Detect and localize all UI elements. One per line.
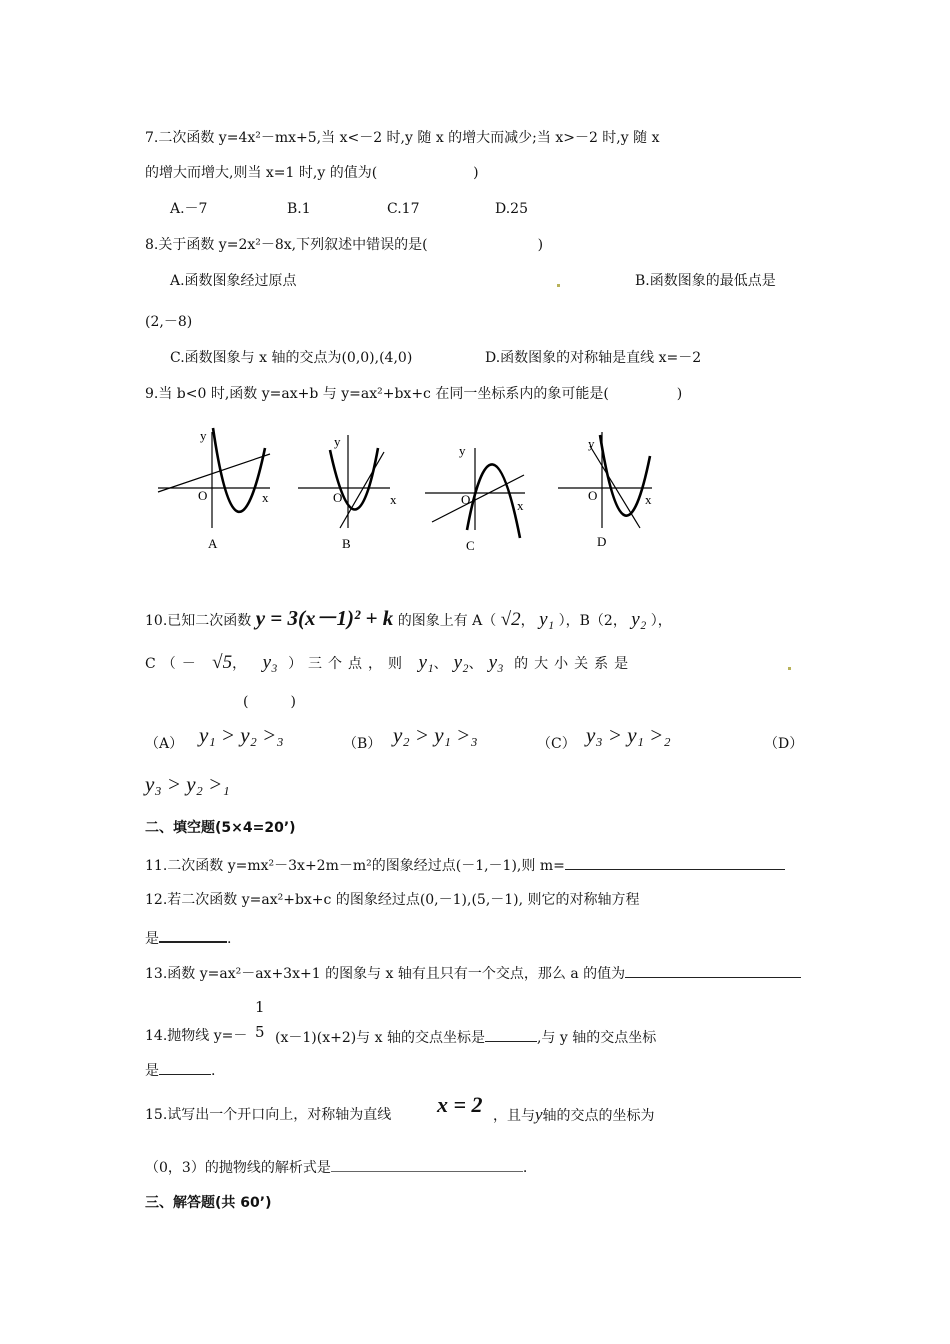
graph-d-x-label: x [645,492,652,507]
q10-option-b: y₂ > y₁ >₃ [393,723,478,747]
graph-c [425,448,525,538]
q7-option-b: B.1 [287,201,311,217]
q12-line1: 12.若二次函数 y=ax²+bx+c 的图象经过点(0,－1),(5,－1), 则它的对称轴方程 [145,892,640,908]
graph-a [158,428,270,528]
q10-sep1: 、 [433,656,454,672]
q10-mid: ），B（2， [558,613,627,629]
q14-frac-den: 5 [255,1023,265,1041]
q11-stem: 11.二次函数 y=mx²－3x+2m－m²的图象经过点(－1,－1),则 m= [145,858,565,874]
q10-y2b: y₂ [453,652,469,673]
graph-c-label: C [466,538,475,553]
q12-answer-blank[interactable] [159,927,227,943]
q10-sqrt2: √2 [500,609,521,630]
graph-d [558,432,652,528]
q10-stem-post: 的图象上有 A（ [397,613,497,629]
q8-option-d: D.函数图象的对称轴是直线 x=－2 [485,350,702,366]
q9-graphs [140,420,680,560]
graph-d-origin: O [588,488,598,503]
graph-b-x-label: x [390,492,397,507]
q10-y3: y₃ [262,652,278,673]
q13-stem: 13.函数 y=ax²－ax+3x+1 的图象与 x 轴有且只有一个交点，那么 a 的值为 [145,966,626,982]
q14-blank-x[interactable] [485,1027,537,1042]
q15-pre: 15.试写出一个开口向上，对称轴为直线 [145,1107,392,1123]
q10-line2: C（－ √5， y₃ ）三个点，则 y₁、y₂、y₃ 的大小关系是 [145,652,635,673]
stray-mark [788,667,791,670]
q9-stem: 9.当 b<0 时,函数 y=ax+b 与 y=ax²+bx+c 在同一坐标系内的象可能是( [145,386,609,402]
q7-option-c: C.17 [387,201,420,217]
q9-line1 [145,385,682,403]
q13-answer-blank[interactable] [625,963,801,978]
q14-pre: 14.抛物线 y=－ [145,1028,248,1044]
section-3-heading: 三、解答题(共 60’) [145,1195,272,1211]
q8-paren-close: ) [537,237,544,253]
graph-c-x-label: x [517,498,524,513]
q8-option-b: B.函数图象的最低点是 [635,273,776,289]
graph-a-line [158,454,270,492]
graph-d-label: D [597,534,607,549]
q7-line2 [145,164,479,182]
q15-line1-rest [493,1106,655,1125]
q10-y1b: y₁ [418,652,434,673]
q10-option-a: y₁ > y₂ >₃ [199,723,284,747]
graph-a-label: A [208,536,218,551]
q14-blank-y[interactable] [159,1060,211,1075]
q10-end1: ）， [650,613,672,629]
q10-sep2: 、 [468,656,489,672]
q10-tail: 的大小关系是 [514,656,635,672]
q15-end: . [522,1160,528,1176]
q10-option-a-label: （A） [145,736,184,752]
q14-line1-rest [275,1027,656,1047]
q15-line2 [145,1157,527,1177]
graph-c-origin: O [461,492,471,507]
q8-option-b-cont: (2,－8) [145,314,193,330]
q11-answer-blank[interactable] [565,855,785,870]
q9-paren-close: ) [676,386,683,402]
q7-line1: 7.二次函数 y=4x²－mx+5,当 x<－2 时,y 随 x 的增大而减少;当 x>－2 时,y 随 x [145,130,660,146]
stray-mark [557,284,560,287]
graph-b-label: B [342,536,351,551]
q8-option-c: C.函数图象与 x 轴的交点为(0,0),(4,0) [170,350,413,366]
q12-line2 [145,927,231,948]
q10-line2-pre: C（－ [145,656,202,672]
q10-option-c: y₃ > y₁ >₂ [586,723,671,747]
q10-option-c-label: （C） [537,736,576,752]
q15-line2-text: （0，3）的抛物线的解析式是 [145,1160,331,1176]
graph-a-parabola [213,428,265,512]
graph-b [298,435,390,528]
graph-d-line [590,446,640,528]
graph-b-origin: O [333,490,343,505]
q14-line2 [145,1060,215,1080]
q7-option-a: A.－7 [170,201,208,217]
q8-option-a: A.函数图象经过原点 [170,273,297,289]
section-2-heading: 二、填空题(5×4=20’) [145,820,296,836]
q15-post: 轴的交点的坐标为 [542,1108,655,1124]
q10-line2-post: ）三个点，则 [288,656,409,672]
graph-d-y-label: y [588,436,595,451]
q14-line2-text: 是 [145,1063,159,1079]
graph-a-y-label: y [200,428,207,443]
q15-mid: ，且与 [493,1108,535,1124]
q14-line1 [145,1027,247,1045]
q15-formula: x = 2 [437,1092,483,1117]
q10-formula: y = 3(x－1)² + k [255,606,394,630]
q15-answer-blank[interactable] [331,1157,523,1172]
q7-option-d: D.25 [495,201,528,217]
q7-paren-close: ) [473,165,479,181]
q15-line1 [145,1106,391,1124]
q10-y3b: y₃ [488,652,504,673]
q14-frac-num: 1 [255,998,265,1016]
q10-option-d: y₃ > y₂ >₁ [145,772,230,796]
q13-line [145,963,801,983]
q10-y1: y₁ [539,609,555,630]
graph-b-line [340,452,384,528]
graph-c-y-label: y [459,443,466,458]
q10-stem-pre: 10.已知二次函数 [145,613,252,629]
q10-option-d-label: （D） [764,736,804,752]
q12-end: . [227,931,232,947]
q14-mid2: ,与 y 轴的交点坐标 [536,1030,657,1046]
q10-option-b-label: （B） [343,736,382,752]
q12-line2-text: 是 [145,931,159,947]
graph-a-x-label: x [262,490,269,505]
q10-sqrt5: √5 [212,652,233,673]
q11-line [145,855,785,875]
q14-end: . [211,1063,216,1079]
q14-mid: (x－1)(x+2)与 x 轴的交点坐标是 [275,1030,485,1046]
q10-line1: 10.已知二次函数 y = 3(x－1)² + k 的图象上有 A（ √2， y₁ ），B（2， y₂ ）， [145,606,672,630]
q15-yvar: y [535,1105,543,1124]
q10-y2: y₂ [631,609,647,630]
q8-stem: 8.关于函数 y=2x²－8x,下列叙述中错误的是( [145,237,428,253]
graph-a-origin: O [198,488,208,503]
q8-line1 [145,236,543,254]
graph-b-y-label: y [334,434,341,449]
q7-stem: 的增大而增大,则当 x=1 时,y 的值为( [145,165,378,181]
q10-paren: ( ) [243,694,296,710]
